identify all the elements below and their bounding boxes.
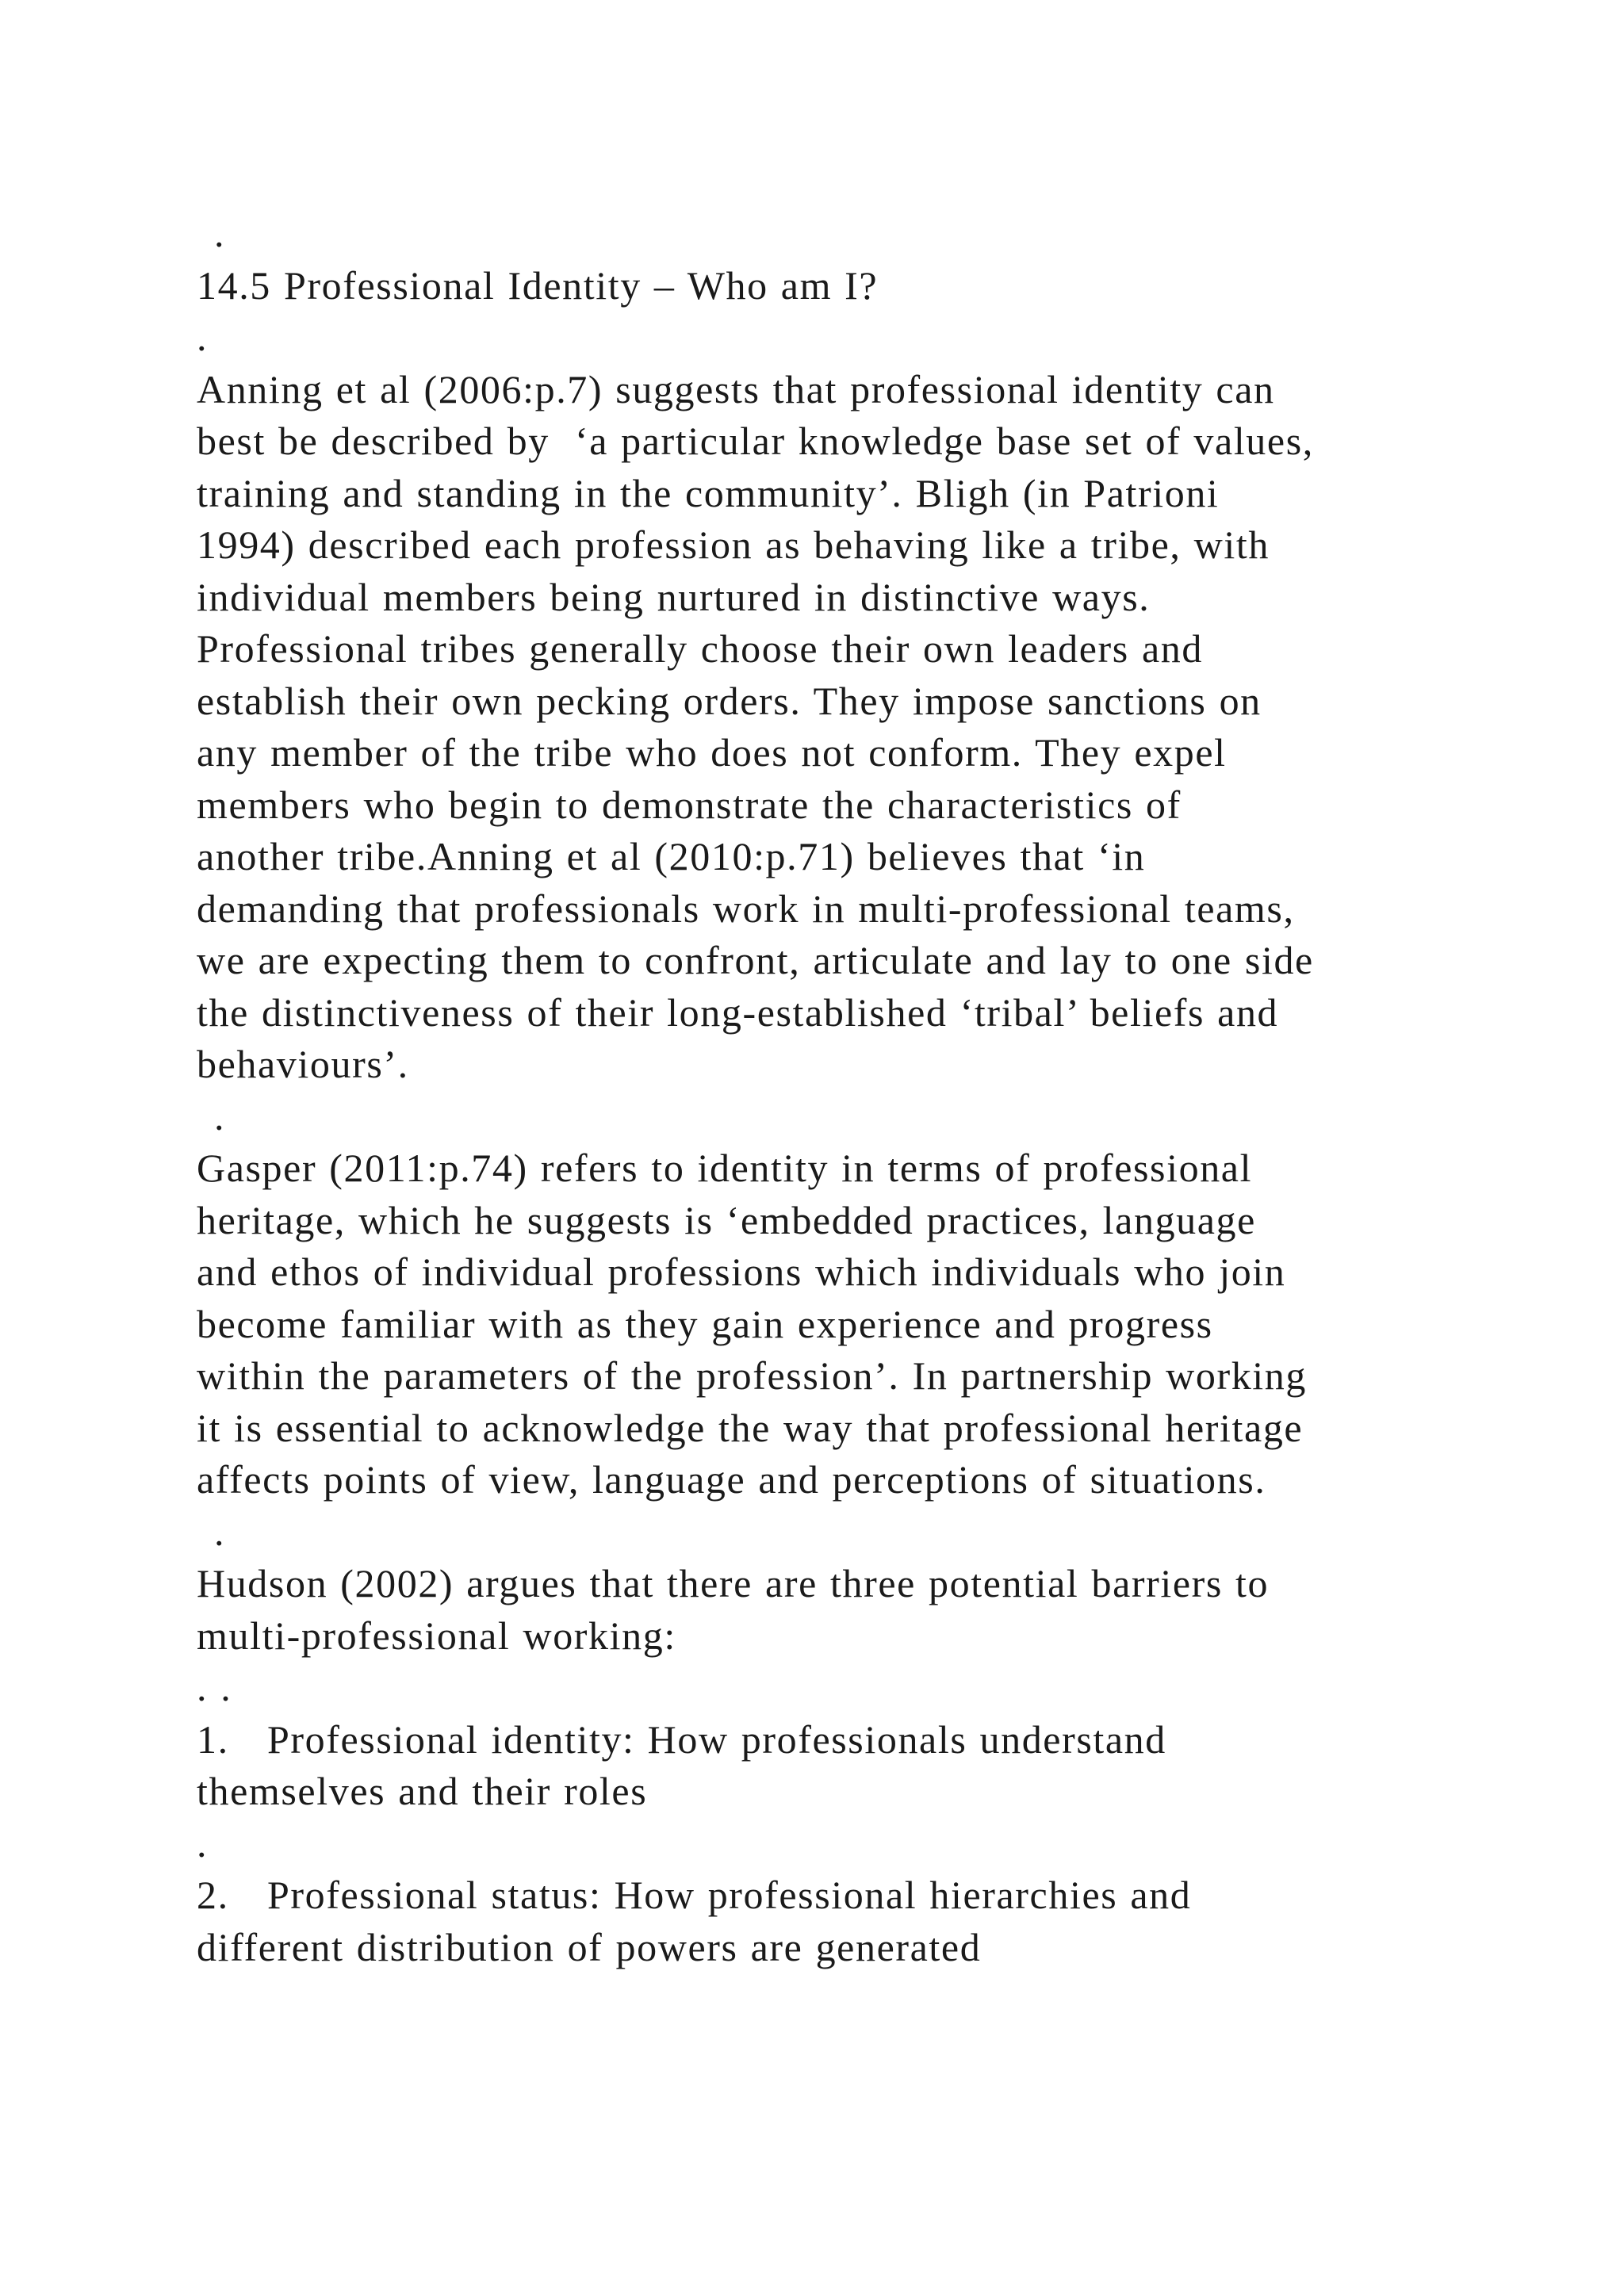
text-line: 14.5 Professional Identity – Who am I? [197, 262, 879, 308]
text-line: and ethos of individual professions which individuals who join [197, 1249, 1286, 1294]
separator-dot: . [214, 1093, 226, 1138]
text-line: establish their own pecking orders. They impose sanctions on [197, 678, 1262, 723]
text-line: become familiar with as they gain experience and progress [197, 1301, 1213, 1346]
text-line: demanding that professionals work in multi-professional teams, [197, 886, 1295, 931]
separator-dot: . [214, 1509, 226, 1554]
text-line: individual members being nurtured in distinctive ways. [197, 574, 1151, 619]
text-line: best be described by ‘a particular knowledge base set of values, [197, 419, 1314, 463]
document-body [197, 208, 1497, 1973]
text-line: Professional tribes generally choose their own leaders and [197, 626, 1203, 671]
text-line: 1. Professional identity: How professionals understand [197, 1716, 1166, 1762]
text-line: affects points of view, language and perceptions of situations. [197, 1457, 1266, 1502]
text-line: within the parameters of the profession’. In partnership working [197, 1353, 1307, 1398]
text-line: heritage, which he suggests is ‘embedded practices, language [197, 1197, 1256, 1242]
text-line: the distinctiveness of their long-established ‘tribal’ beliefs and [197, 989, 1279, 1035]
text-line: we are expecting them to confront, articulate and lay to one side [197, 938, 1314, 982]
text-line: it is essential to acknowledge the way that professional heritage [197, 1405, 1304, 1450]
text-line: Hudson (2002) argues that there are three potential barriers to [197, 1561, 1270, 1605]
text-line: 1994) described each profession as behaving like a tribe, with [197, 522, 1270, 567]
text-line: training and standing in the community’. Bligh (in Patrioni [197, 470, 1220, 515]
separator-dot: . [214, 211, 226, 255]
text-line: behaviours’. [197, 1042, 409, 1086]
text-line: themselves and their roles [197, 1769, 648, 1813]
text-line: different distribution of powers are generated [197, 1924, 982, 1969]
text-line: 2. Professional status: How professional hierarchies and [197, 1873, 1192, 1917]
text-line: members who begin to demonstrate the characteristics of [197, 782, 1182, 827]
text-line: any member of the tribe who does not conform. They expel [197, 730, 1227, 775]
text-line: Anning et al (2006:p.7) suggests that professional identity can [197, 366, 1275, 411]
text-line: multi-professional working: [197, 1613, 676, 1658]
separator-dot: . [197, 315, 209, 359]
separator-dot: . . [197, 1665, 232, 1709]
text-line: another tribe.Anning et al (2010:p.71) believes that ‘in [197, 834, 1146, 878]
text-line: Gasper (2011:p.74) refers to identity in terms of professional [197, 1146, 1253, 1190]
separator-dot: . [197, 1820, 209, 1866]
